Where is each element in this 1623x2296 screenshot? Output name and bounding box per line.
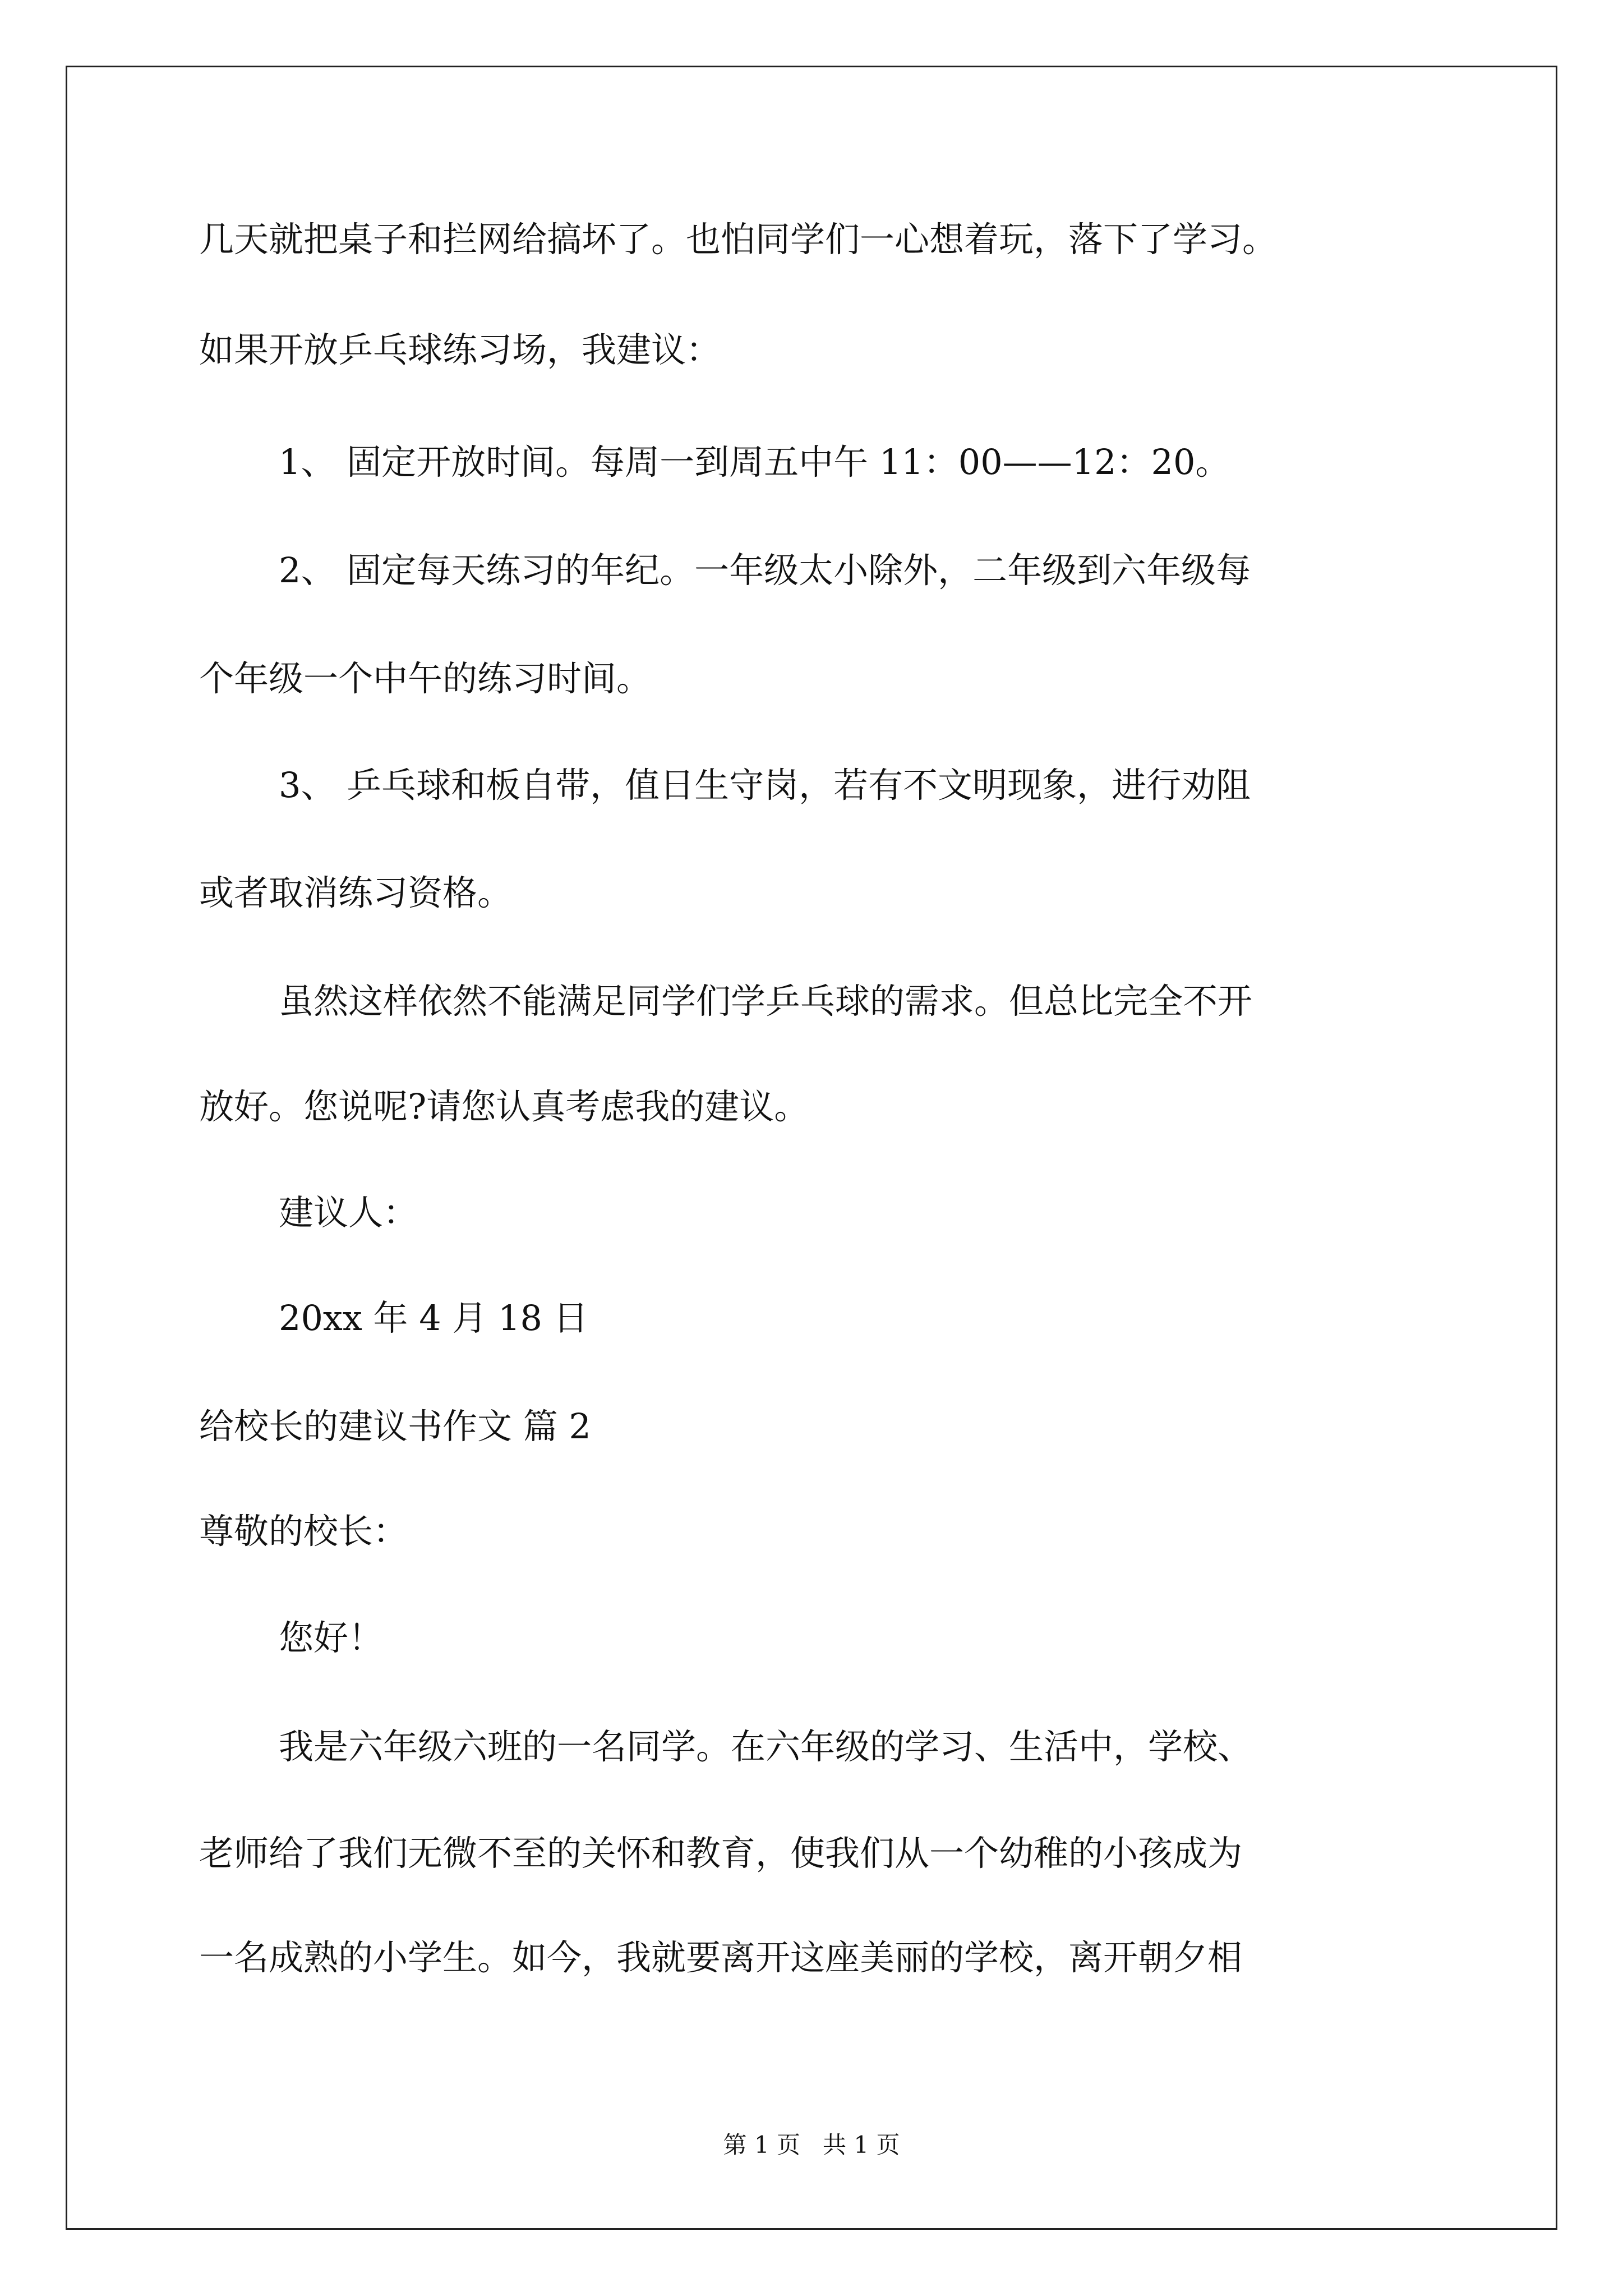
body-line-4: 2、 固定每天练习的年纪。一年级太小除外，二年级到六年级每 [279, 550, 1251, 591]
salutation: 尊敬的校长： [199, 1511, 408, 1552]
greeting: 您好！ [279, 1617, 384, 1658]
body-line-6: 3、 乒乓球和板自带，值日生守岗，若有不文明现象，进行劝阻 [279, 765, 1251, 806]
section-heading: 给校长的建议书作文 篇 2 [199, 1406, 591, 1447]
body-line-9: 放好。您说呢?请您认真考虑我的建议。 [199, 1086, 809, 1127]
body-line-8: 虽然这样依然不能满足同学们学乒乓球的需求。但总比完全不开 [279, 981, 1253, 1022]
signature-label: 建议人： [279, 1192, 418, 1233]
body-line-1: 几天就把桌子和拦网给搞坏了。也怕同学们一心想着玩，落下了学习。 [199, 219, 1278, 260]
body-line-7: 或者取消练习资格。 [199, 872, 513, 913]
body-line-5: 个年级一个中午的练习时间。 [199, 658, 652, 699]
body-line-12: 一名成熟的小学生。如今，我就要离开这座美丽的学校，离开朝夕相 [199, 1937, 1243, 1978]
page-frame [66, 66, 1557, 2230]
body-line-2: 如果开放乒乓球练习场，我建议： [199, 329, 721, 370]
body-line-10: 我是六年级六班的一名同学。在六年级的学习、生活中，学校、 [279, 1726, 1253, 1767]
body-line-11: 老师给了我们无微不至的关怀和教育，使我们从一个幼稚的小孩成为 [199, 1833, 1243, 1874]
page-footer: 第 1 页 共 1 页 [723, 2131, 900, 2159]
date-line: 20xx 年 4 月 18 日 [279, 1297, 588, 1338]
body-line-3: 1、 固定开放时间。每周一到周五中午 11：00——12：20。 [279, 441, 1230, 482]
